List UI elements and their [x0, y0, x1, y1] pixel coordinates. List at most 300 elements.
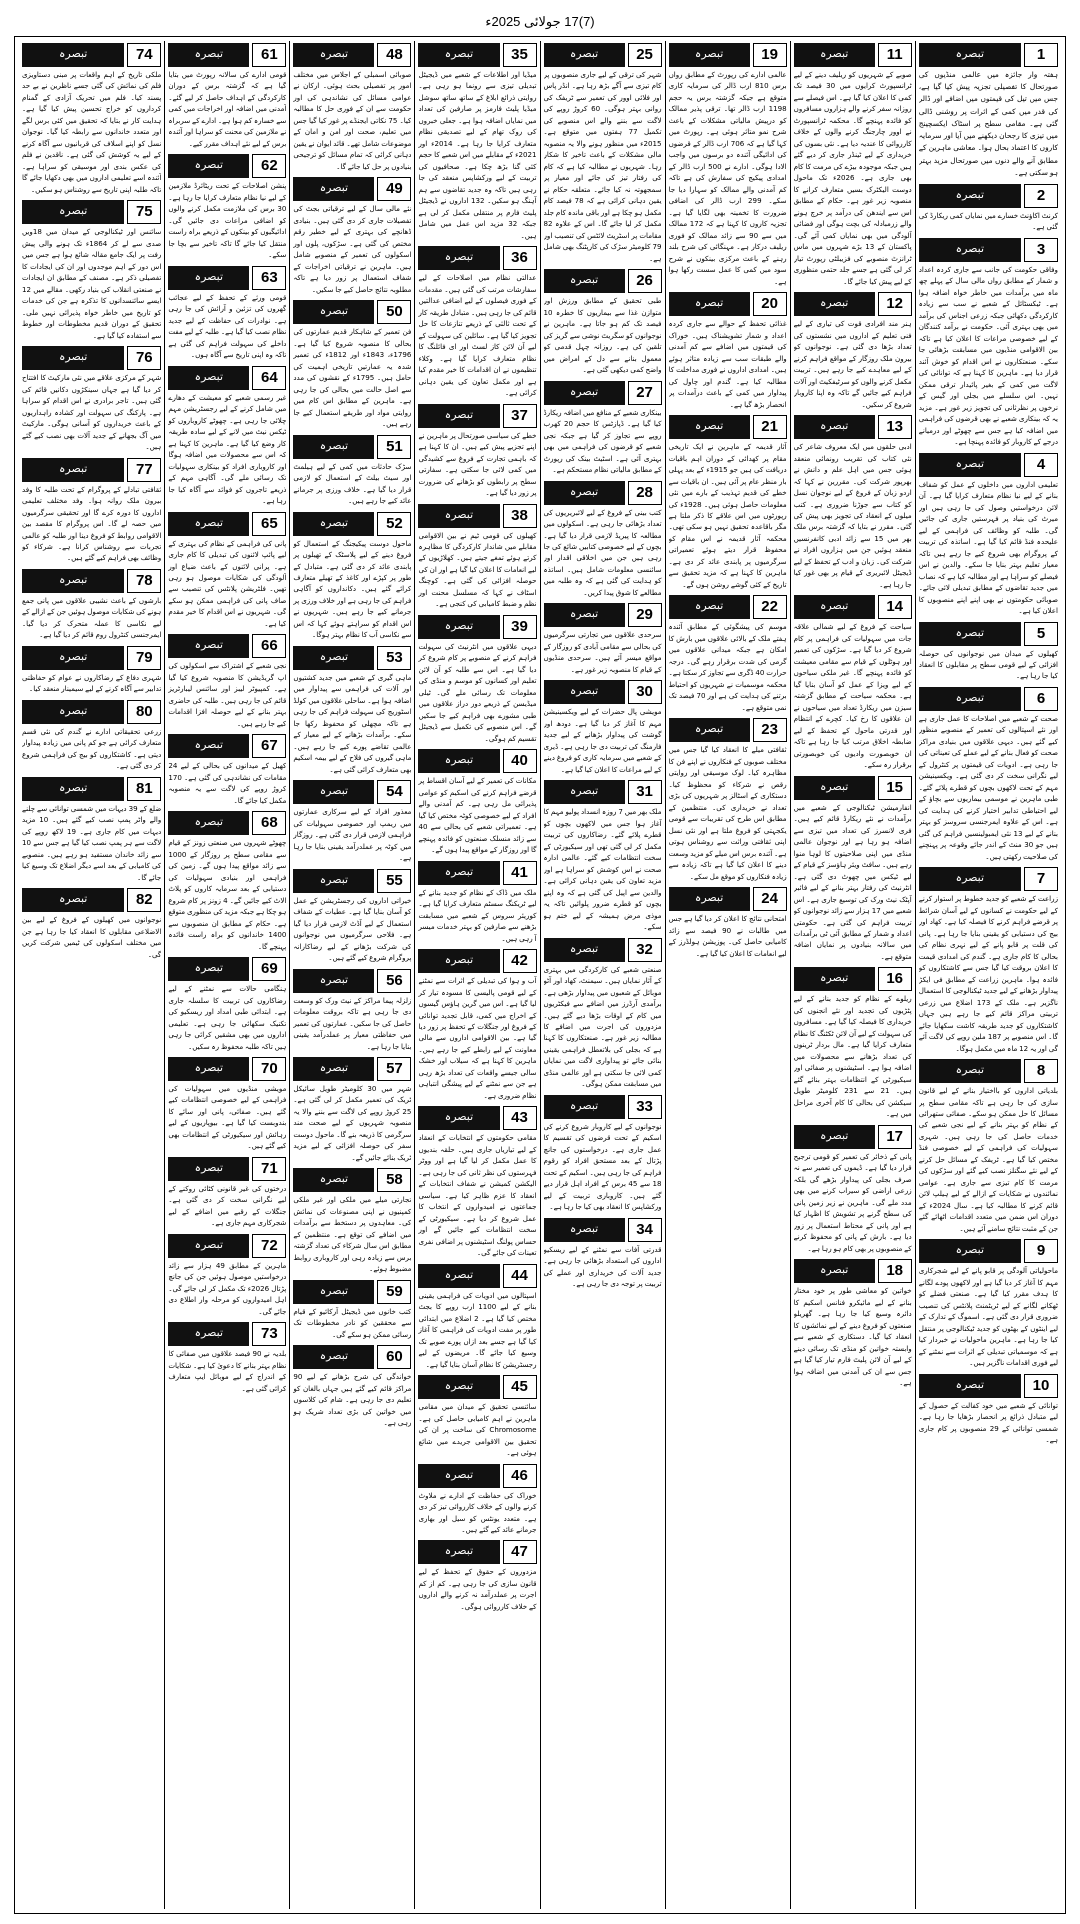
article-item[interactable]: [168, 811, 286, 952]
article-item[interactable]: [418, 1464, 536, 1536]
article-item[interactable]: [168, 734, 286, 806]
page-sheet: [14, 36, 1066, 1914]
article-number: 4: [1024, 453, 1058, 477]
article-title-bar: تبصرہ: [22, 200, 124, 224]
article-body: ماہرین کے مطابق 49 ہزار سے زائد درخواستیں موصول ہوئیں جن کی جانچ پڑتال 2026ء تک مکمل کر لی جائے گی۔ اہل امیدواروں کو مرحلہ وار اطلاع دی جائے گی۔: [168, 1260, 287, 1316]
article-head: [22, 346, 161, 370]
article-item[interactable]: [168, 1057, 286, 1152]
article-title-bar: تبصرہ: [919, 687, 1021, 711]
article-item[interactable]: [669, 718, 787, 882]
article-body: انفارمیشن ٹیکنالوجی کے شعبے میں برآمدات نے نئے ریکارڈ قائم کیے ہیں۔ فری لانسرز کی تعداد میں تیزی سے اضافہ ہو رہا ہے اور نوجوان عالمی منڈی میں اپنی صلاحیتوں کا لوہا منوا رہے ہیں۔ سافٹ ویئر ہاؤسز کے قیام کے لیے ٹیکس میں چھوٹ دی گئی ہے۔ انٹرنیٹ کی رفتار بہتر بنانے کے لیے فائبر آپٹک نیٹ ورک کی توسیع جاری ہے۔ اس شعبے میں 17 ہزار سے زائد نوجوانوں کو تربیت فراہم کی گئی ہے۔ حکومتی اعداد و شمار کے مطابق آئی ٹی برآمدات میں سالانہ بنیادوں پر نمایاں اضافہ متوقع ہے۔: [793, 802, 912, 961]
article-item[interactable]: [919, 622, 1058, 682]
article-item[interactable]: [418, 1375, 536, 1458]
article-number: 28: [628, 481, 662, 505]
article-number: 7: [1024, 867, 1058, 891]
article-body: پنشن اصلاحات کے تحت ریٹائرڈ ملازمین کے لیے نیا نظام متعارف کرایا جا رہا ہے۔ 30 برس کی ملازمت مکمل کرنے والوں کو اضافی مراعات دی جائیں گی۔ ادائیگیوں کو بینکوں کے ذریعے براہ راست منتقل کیا جائے گا تاکہ تاخیر سے بچا جا سکے۔: [168, 181, 287, 260]
article-number: 72: [252, 1234, 286, 1258]
article-head: [669, 595, 787, 619]
article-head: [418, 1264, 536, 1288]
article-head: [168, 1157, 286, 1181]
article-item[interactable]: [544, 603, 662, 675]
article-title-bar: تبصرہ: [919, 867, 1021, 891]
article-item[interactable]: [794, 43, 912, 287]
article-title-bar: تبصرہ: [293, 43, 374, 67]
article-head: [919, 184, 1058, 208]
article-item[interactable]: [168, 1157, 286, 1229]
article-head: [794, 595, 912, 619]
article-head: [293, 1057, 411, 1081]
article-item[interactable]: [168, 154, 286, 260]
article-title-bar: تبصرہ: [919, 1239, 1021, 1263]
article-number: 65: [252, 512, 286, 536]
article-item[interactable]: [418, 749, 536, 855]
article-title-bar: تبصرہ: [418, 1106, 499, 1130]
article-body: خوراک کی حفاظت کے ادارے نے ملاوٹ کرنے والوں کے خلاف کارروائی تیز کر دی ہے۔ متعدد یونٹس کو سیل اور بھاری جرمانے عائد کیے گئے ہیں۔: [418, 1490, 537, 1534]
article-head: [794, 1125, 912, 1149]
article-title-bar: تبصرہ: [22, 43, 124, 67]
article-title-bar: تبصرہ: [544, 269, 625, 293]
article-item[interactable]: [919, 687, 1058, 862]
article-item[interactable]: [168, 512, 286, 630]
article-title-bar: تبصرہ: [544, 381, 625, 405]
article-item[interactable]: [293, 1345, 411, 1428]
article-item[interactable]: [22, 700, 161, 772]
article-title-bar: تبصرہ: [544, 780, 625, 804]
article-title-bar: تبصرہ: [293, 646, 374, 670]
article-number: 51: [377, 435, 411, 459]
page-header-date: (7)17 جولائی 2025ء: [485, 14, 595, 29]
article-body: صحت کے شعبے میں اصلاحات کا عمل جاری ہے اور نئے اسپتالوں کی تعمیر کے منصوبے منظور کیے گئے ہیں۔ دیہی علاقوں میں بنیادی مراکز صحت کو فعال بنانے کے لیے عملے کی تعیناتی کی جا رہی ہے۔ ادویات کی قیمتوں پر کنٹرول کے لیے نگرانی سخت کر دی گئی ہے۔ ویکسینیشن مہم کے تحت لاکھوں بچوں کو قطرے پلائے گئے۔ طبی ماہرین نے موسمی بیماریوں سے بچاؤ کے لیے احتیاطی تدابیر اختیار کرنے کی ہدایت کی ہے۔ اس کے علاوہ ایمرجنسی سروسز کو بہتر بنانے کے لیے 13 نئی ایمبولینسیں فراہم کی گئی ہیں جو 30 منٹ کے اندر جائے وقوعہ پر پہنچنے کی صلاحیت رکھتی ہیں۔: [918, 713, 1058, 861]
article-body: کتب خانوں میں ڈیجیٹل آرکائیو کے قیام سے محققین کو نادر مخطوطات تک رسائی ممکن ہو سکے گی۔: [293, 1306, 412, 1339]
article-title-bar: تبصرہ: [794, 43, 875, 67]
article-head: [544, 680, 662, 704]
article-number: 67: [252, 734, 286, 758]
article-title-bar: تبصرہ: [168, 512, 249, 536]
article-number: 64: [252, 366, 286, 390]
article-head: [168, 266, 286, 290]
article-item[interactable]: [293, 43, 411, 172]
article-number: 30: [628, 680, 662, 704]
article-head: [544, 1095, 662, 1119]
article-title-bar: تبصرہ: [22, 888, 124, 912]
article-title-bar: تبصرہ: [293, 512, 374, 536]
article-head: [293, 646, 411, 670]
article-item[interactable]: [669, 595, 787, 713]
article-item[interactable]: [919, 184, 1058, 233]
article-number: 80: [127, 700, 161, 724]
article-item[interactable]: [168, 1234, 286, 1317]
article-title-bar: تبصرہ: [669, 595, 750, 619]
article-number: 32: [628, 938, 662, 962]
article-item[interactable]: [544, 43, 662, 264]
article-title-bar: تبصرہ: [794, 1125, 875, 1149]
article-title-bar: تبصرہ: [669, 887, 750, 911]
article-number: 22: [753, 595, 787, 619]
article-number: 82: [127, 888, 161, 912]
article-title-bar: تبصرہ: [418, 861, 499, 885]
article-head: [544, 603, 662, 627]
article-head: [544, 381, 662, 405]
article-head: [794, 415, 912, 439]
article-number: 76: [127, 346, 161, 370]
article-number: 1: [1024, 43, 1058, 67]
article-head: [293, 512, 411, 536]
article-item[interactable]: [168, 1322, 286, 1394]
article-item[interactable]: [293, 780, 411, 863]
article-item[interactable]: [919, 453, 1058, 617]
article-head: [669, 43, 787, 67]
article-item[interactable]: [794, 1259, 912, 1388]
article-title-bar: تبصرہ: [293, 300, 374, 324]
article-item[interactable]: [418, 1106, 536, 1258]
article-number: 68: [252, 811, 286, 835]
article-item[interactable]: [544, 680, 662, 775]
article-item[interactable]: [544, 269, 662, 375]
article-body: ملک بھر میں 7 روزہ انسداد پولیو مہم کا آغاز ہوا جس میں لاکھوں بچوں کو قطرے پلائے گئے۔ رضاکاروں کی تربیت مکمل کر لی گئی تھی اور سیکیورٹی کے سخت انتظامات کیے گئے۔ عالمی ادارہ صحت نے اس کوشش کو سراہا ہے اور مزید تعاون کی یقین دہانی کرائی ہے۔ والدین سے اپیل کی گئی ہے کہ وہ اپنے بچوں کو قطرے ضرور پلوائیں تاکہ یہ موذی مرض ہمیشہ کے لیے ختم ہو سکے۔: [543, 807, 662, 932]
article-item[interactable]: [544, 780, 662, 932]
article-head: [168, 43, 286, 67]
article-body: ماحول دوست پیکیجنگ کے استعمال کو فروغ دینے کے لیے پلاسٹک کے تھیلوں پر پابندی عائد کر دی گئی ہے۔ متبادل کے طور پر کپڑے اور کاغذ کے تھیلے متعارف کرائے گئے ہیں۔ دکانداروں کو آگاہی فراہم کی جا رہی ہے اور خلاف ورزی پر جرمانے کیے جا رہے ہیں۔ شہریوں نے اس اقدام کو سراہتے ہوئے کہا کہ اس سے نکاسی آب کا نظام بہتر ہوگا۔: [293, 538, 412, 640]
article-body: عدالتی نظام میں اصلاحات کے لیے سفارشات مرتب کی گئی ہیں۔ مقدمات کے فوری فیصلوں کے لیے اضافی عدالتیں قائم کی جا رہی ہیں۔ متبادل طریقہ کار کے تحت ثالثی کے ذریعے تنازعات کا حل تجویز کیا گیا ہے۔ سائلین کی سہولت کے لیے آن لائن کاز لسٹ اور ای فائلنگ کا نظام متعارف کرایا گیا ہے۔ وکلاء تنظیموں نے ان اقدامات کا خیر مقدم کیا ہے اور مکمل تعاون کی یقین دہانی کرائی ہے۔: [418, 273, 537, 398]
article-head: [22, 569, 161, 593]
article-title-bar: تبصرہ: [418, 949, 499, 973]
article-body: پانی کے ذخائر کی تعمیر کو قومی ترجیح قرار دیا گیا ہے۔ ڈیموں کی تعمیر سے نہ صرف بجلی کی پیداوار بڑھے گی بلکہ زرعی اراضی کو سیراب کرنے میں بھی مدد ملے گی۔ ماہرین نے زیر زمین پانی کی سطح گرنے پر تشویش کا اظہار کیا ہے اور پانی کے محتاط استعمال پر زور دیا ہے۔ بارش کے پانی کو محفوظ کرنے کے منصوبوں پر بھی کام ہو رہا ہے۔: [793, 1151, 912, 1253]
article-head: [22, 888, 161, 912]
article-number: 31: [628, 780, 662, 804]
article-head: [669, 415, 787, 439]
article-body: سڑک حادثات میں کمی کے لیے ہیلمٹ اور سیٹ بیلٹ کے استعمال کو لازمی قرار دیا گیا ہے۔ خلاف ورزی پر جرمانے عائد کیے جا رہے ہیں۔: [293, 461, 412, 506]
article-number: 60: [377, 1345, 411, 1369]
article-head: [418, 861, 536, 885]
article-head: [919, 453, 1058, 477]
article-body: بارشوں کے باعث نشیبی علاقوں میں پانی جمع ہونے کی شکایات موصول ہوئیں جن کے ازالے کے لیے نکاسی کا عملہ متحرک کر دیا گیا۔ ایمرجنسی کنٹرول روم قائم کر دیا گیا ہے۔: [22, 595, 162, 640]
article-head: [544, 269, 662, 293]
article-number: 37: [503, 404, 537, 428]
article-head: [919, 43, 1058, 67]
article-item[interactable]: [168, 634, 286, 729]
article-body: ثقافتی تبادلے کے پروگرام کے تحت طلبہ کا وفد بیرون ملک روانہ ہوا۔ وفد مختلف تعلیمی اداروں کا دورہ کرے گا اور تحقیقی سرگرمیوں میں حصہ لے گا۔ اس پروگرام کا مقصد بین الاقوامی روابط کو فروغ دینا اور طلبہ کو عالمی تجربات سے روشناس کرانا ہے۔ شرکاء کو وظائف بھی فراہم کیے گئے ہیں۔: [22, 484, 162, 563]
article-item[interactable]: [22, 646, 161, 695]
article-head: [919, 687, 1058, 711]
article-body: صنعتی شعبے کی کارکردگی میں بہتری کے آثار نمایاں ہیں۔ سیمنٹ، کھاد اور آٹو موبائل کے شعبوں میں پیداوار بڑھی ہے۔ برآمدی آرڈرز میں اضافے سے فیکٹریوں میں کام کے اوقات بڑھا دیے گئے ہیں۔ مزدوروں کی اجرت میں اضافے کا مطالبہ زیر غور ہے۔ صنعتکاروں کا کہنا ہے کہ بجلی کی بلاتعطل فراہمی یقینی بنائی جائے تو پیداواری لاگت میں نمایاں کمی لائی جا سکتی ہے اور عالمی منڈی میں مسابقت ممکن ہوگی۔: [543, 964, 662, 1089]
article-number: 39: [503, 615, 537, 639]
article-title-bar: تبصرہ: [418, 246, 499, 270]
article-head: [168, 366, 286, 390]
article-item[interactable]: [418, 404, 536, 499]
article-number: 36: [503, 246, 537, 270]
article-head: [293, 969, 411, 993]
article-title-bar: تبصرہ: [418, 404, 499, 428]
article-body: توانائی کے شعبے میں خود کفالت کے حصول کے لیے متبادل ذرائع پر انحصار بڑھایا جا رہا ہے۔ شمسی توانائی کے 29 منصوبوں پر کام جاری ہے۔: [918, 1400, 1058, 1445]
article-item[interactable]: [22, 777, 161, 883]
article-number: 3: [1024, 238, 1058, 262]
article-item[interactable]: [919, 867, 1058, 1054]
article-body: شہر میں 30 کلومیٹر طویل سائیکل ٹریک کی تعمیر مکمل کر لی گئی ہے۔ 25 کروڑ روپے کی لاگت سے بننے والا یہ منصوبہ شہریوں کے لیے صحت مند سرگرمی کا ذریعہ بنے گا۔ ماحول دوست سفر کی حوصلہ افزائی کے لیے مزید ٹریک بنائے جائیں گے۔: [293, 1084, 412, 1162]
article-body: کرنٹ اکاؤنٹ خسارے میں نمایاں کمی ریکارڈ کی گئی ہے۔: [918, 210, 1058, 232]
article-title-bar: تبصرہ: [669, 43, 750, 67]
article-item[interactable]: [794, 776, 912, 963]
article-number: 49: [377, 177, 411, 201]
article-head: [544, 43, 662, 67]
article-head: [293, 43, 411, 67]
article-body: قومی ورثے کے تحفظ کے لیے عجائب گھروں کی تزئین و آرائش کی جا رہی ہے۔ نوادرات کی حفاظت کے لیے جدید نظام نصب کیا گیا ہے۔ طلبہ کے لیے مفت داخلے کی سہولت فراہم کی گئی ہے تاکہ وہ اپنی تاریخ سے آگاہ ہوں۔: [168, 292, 287, 360]
article-item[interactable]: [418, 504, 536, 610]
article-title-bar: تبصرہ: [919, 453, 1021, 477]
article-body: کھیلوں کی قومی ٹیم نے بین الاقوامی مقابلے میں شاندار کارکردگی کا مظاہرہ کرتے ہوئے تمغے جیتے ہیں۔ کھلاڑیوں کے لیے انعامات کا اعلان کیا گیا ہے اور ان کی حوصلہ افزائی کی گئی ہے۔ کوچنگ اسٹاف نے کہا کہ مسلسل محنت اور نظم و ضبط کامیابی کی کنجی ہے۔: [418, 530, 537, 609]
article-number: 59: [377, 1280, 411, 1304]
article-title-bar: تبصرہ: [418, 504, 499, 528]
article-title-bar: تبصرہ: [168, 1057, 249, 1081]
article-body: مویشی منڈیوں میں سہولیات کی فراہمی کے لیے خصوصی انتظامات کیے گئے ہیں۔ صفائی، پانی اور سائے کا بندوبست کیا گیا ہے۔ بیوپاریوں کے لیے رہائش اور سیکیورٹی کے انتظامات بھی کیے گئے ہیں۔: [168, 1084, 287, 1151]
article-number: 56: [377, 969, 411, 993]
article-title-bar: تبصرہ: [669, 292, 750, 316]
article-number: 41: [503, 861, 537, 885]
article-head: [669, 887, 787, 911]
article-body: دیہی علاقوں میں انٹرنیٹ کی سہولت فراہم کرنے کے منصوبے پر کام شروع کر دیا گیا ہے۔ اس سے طلبہ کو آن لائن تعلیم اور کسانوں کو موسم و منڈی کی معلومات تک رسائی ملے گی۔ ٹیلی میڈیسن کے ذریعے دور دراز علاقوں میں طبی مشورے بھی فراہم کیے جا سکیں گے۔ اس منصوبے کی تکمیل سے ڈیجیٹل تقسیم کم ہوگی۔: [418, 641, 537, 743]
article-item[interactable]: [418, 615, 536, 744]
article-title-bar: تبصرہ: [168, 811, 249, 835]
article-body: آثار قدیمہ کے ماہرین نے ایک تاریخی مقام پر کھدائی کے دوران اہم باقیات دریافت کی ہیں جو 1915ء کے بعد پہلی بار منظر عام پر آئی ہیں۔ ان باقیات سے خطے کی قدیم تہذیب کے بارے میں نئی معلومات حاصل ہوئی ہیں۔ 1928ء کی رپورٹوں میں اس علاقے کا ذکر ملتا ہے مگر باقاعدہ تحقیق نہیں ہو سکی تھی۔ محکمہ آثار قدیمہ نے اس مقام کو محفوظ قرار دیتے ہوئے تعمیراتی سرگرمیوں پر پابندی عائد کر دی ہے۔ ماہرین کا کہنا ہے کہ مزید تحقیق سے تاریخ کے کئی گوشے روشن ہوں گے۔: [668, 442, 787, 589]
article-title-bar: تبصرہ: [293, 969, 374, 993]
article-body: اسپتالوں میں ادویات کی فراہمی یقینی بنانے کے لیے 1100 ارب روپے کا بجٹ مختص کیا گیا ہے۔ 2 اضلاع میں ابتدائی طور پر مفت ادویات کی فراہمی کا آغاز کیا گیا ہے جسے بعد ازاں پورے صوبے تک وسیع کیا جائے گا۔ مریضوں کے لیے رجسٹریشن کا نظام آسان بنایا گیا ہے۔: [418, 1290, 537, 1369]
article-head: [919, 238, 1058, 262]
article-item[interactable]: [293, 300, 411, 429]
article-head: [919, 1059, 1058, 1083]
article-title-bar: تبصرہ: [418, 1464, 499, 1488]
article-body: نئے مالی سال کے لیے ترقیاتی بجٹ کی تفصیلات جاری کر دی گئی ہیں۔ بنیادی ڈھانچے کی بہتری کے لیے خطیر رقم مختص کی گئی ہے۔ سڑکوں، پلوں اور اسکولوں کی تعمیر کے منصوبے شامل ہیں۔ ماہرین نے ترقیاتی اخراجات کے شفاف استعمال پر زور دیا ہے تاکہ مطلوبہ نتائج حاصل کیے جا سکیں۔: [293, 204, 412, 294]
article-item[interactable]: [22, 346, 161, 452]
article-item[interactable]: [293, 1280, 411, 1340]
article-item[interactable]: [22, 458, 161, 564]
article-title-bar: تبصرہ: [293, 1280, 374, 1304]
article-body: بلدیاتی اداروں کو بااختیار بنانے کے لیے قانون سازی کی جا رہی ہے تاکہ مقامی سطح پر مسائل کا حل ممکن ہو سکے۔ صفائی ستھرائی کے نظام کو بہتر بنانے کے لیے نجی شعبے کی خدمات حاصل کی جا رہی ہیں۔ شہری سہولیات کی فراہمی کے لیے خصوصی فنڈ مختص کیا گیا ہے۔ ٹریفک کے مسائل حل کرنے کے لیے نئے سگنلز نصب کیے گئے اور سڑکوں کی مرمت کا کام تیزی سے جاری ہے۔ عوامی نمائندوں نے شکایات کے ازالے کے لیے ہیلپ لائن قائم کرنے کا مطالبہ کیا ہے۔ سال 2024ء کے دوران اس ضمن میں متعدد اقدامات اٹھائے گئے جن کے مثبت نتائج سامنے آئے ہیں۔: [918, 1086, 1058, 1233]
article-head: [418, 404, 536, 428]
article-title-bar: تبصرہ: [794, 776, 875, 800]
article-item[interactable]: [418, 1540, 536, 1612]
article-item[interactable]: [919, 43, 1058, 179]
article-item[interactable]: [544, 938, 662, 1090]
article-number: 79: [127, 646, 161, 670]
article-head: [293, 869, 411, 893]
article-body: میڈیا اور اطلاعات کے شعبے میں ڈیجیٹل تبدیلی تیزی سے رونما ہو رہی ہے۔ روایتی ذرائع ابلاغ کے ساتھ ساتھ سوشل میڈیا پلیٹ فارمز پر صارفین کی تعداد میں نمایاں اضافہ ہوا ہے۔ جعلی خبروں کی روک تھام کے لیے تصدیقی نظام متعارف کرایا جا رہا ہے۔ 2014ء اور 2021ء کے مقابلے میں اس شعبے کا حجم کئی گنا بڑھ چکا ہے۔ صحافیوں کی تربیت کے لیے ورکشاپس منعقد کی جا رہی ہیں تاکہ وہ جدید تقاضوں سے ہم آہنگ ہو سکیں۔ 132 اداروں نے ڈیجیٹل پلیٹ فارم پر منتقلی مکمل کر لی ہے جبکہ 32 مزید اس عمل میں شامل ہیں۔: [418, 70, 537, 240]
article-item[interactable]: [293, 969, 411, 1052]
article-body: ضلع کے 39 دیہات میں شمسی توانائی سے چلنے والے واٹر پمپ نصب کیے گئے ہیں۔ 10 مزید دیہات میں کام جاری ہے۔ 19 لاکھ روپے کی لاگت سے ہر پمپ نصب کیا گیا ہے جس سے 10 سے زائد خاندان مستفید ہو رہے ہیں۔ منصوبے کی کامیابی کے بعد اسے دیگر اضلاع تک وسیع کیا جائے گا۔: [22, 803, 162, 882]
article-body: ہفتہ وار جائزہ میں عالمی منڈیوں کی صورتحال کا تفصیلی تجزیہ پیش کیا گیا ہے، جس میں تیل کی قیمتوں میں اضافے اور ڈالر کی قدر میں کمی کے اثرات پر روشنی ڈالی گئی ہے۔ مقامی سطح پر اسٹاک ایکسچینج میں تیزی کا رجحان دیکھنے میں آیا اور سرمایہ کاروں کا اعتماد بحال ہوا۔ معاشی ماہرین کے مطابق آنے والے دنوں میں صورتحال مزید بہتر ہو سکتی ہے۔: [918, 70, 1058, 177]
article-title-bar: تبصرہ: [418, 43, 499, 67]
article-body: ملک میں ڈاک کے نظام کو جدید بنانے کے لیے ٹریکنگ سسٹم متعارف کرایا گیا ہے۔ کوریئر سروس کے شعبے میں مسابقت بڑھنے سے صارفین کو بہتر خدمات میسر آ رہی ہیں۔: [418, 887, 537, 943]
article-item[interactable]: [418, 43, 536, 241]
article-title-bar: تبصرہ: [794, 1259, 875, 1283]
article-body: عالمی ادارے کی رپورٹ کے مطابق رواں برس 810 ارب ڈالر کی سرمایہ کاری متوقع ہے جبکہ گزشتہ برس یہ حجم 1198 ارب ڈالر تھا۔ ترقی پذیر ممالک کو درپیش مالیاتی مشکلات کے باعث شرح نمو متاثر ہوئی ہے۔ رپورٹ میں کہا گیا ہے کہ 706 ارب ڈالر کے قرضوں کی ادائیگی آئندہ دو برسوں میں واجب الادا ہوگی۔ ادارے نے 500 ارب ڈالر کے امدادی پیکیج کی سفارش کی ہے تاکہ کم آمدنی والے ممالک کو سہارا دیا جا سکے۔ 299 ارب ڈالر کی اضافی ضرورت کا تخمینہ بھی لگایا گیا ہے۔ تجزیہ کاروں کا کہنا ہے کہ 172 ممالک میں سے 90 سے زائد ممالک کو فوری ریلیف درکار ہے۔ مہنگائی کی شرح بلند رہنے کے باعث مرکزی بینکوں نے شرح سود میں کمی کا عمل سست رکھا ہوا ہے۔: [668, 70, 787, 286]
article-item[interactable]: [418, 861, 536, 944]
article-number: 25: [628, 43, 662, 67]
article-body: مویشی پال حضرات کے لیے ویکسینیشن مہم کا آغاز کر دیا گیا ہے۔ دودھ اور گوشت کی پیداوار بڑھانے کے لیے جدید فارمنگ کی تربیت دی جا رہی ہے۔ ڈیری کے شعبے میں سرمایہ کاری کو فروغ دینے کے لیے مراعات کا اعلان کیا گیا ہے۔: [543, 707, 662, 774]
article-item[interactable]: [22, 888, 161, 960]
article-head: [418, 949, 536, 973]
article-body: ثقافتی میلے کا انعقاد کیا گیا جس میں مختلف صوبوں کے فنکاروں نے اپنے فن کا مظاہرہ کیا۔ لوک موسیقی اور روایتی رقص نے شرکاء کو محظوظ کیا۔ دستکاری کے اسٹالز پر شہریوں کی بڑی تعداد نے خریداری کی۔ منتظمین کے مطابق اس طرح کی تقریبات سے قومی یکجہتی کو فروغ ملتا ہے اور نئی نسل اپنی ثقافتی وراثت سے روشناس ہوتی ہے۔ آئندہ برس اس میلے کو مزید وسعت دینے کا اعلان کیا گیا ہے تاکہ زیادہ سے زیادہ فنکاروں کو موقع مل سکے۔: [668, 745, 787, 881]
article-head: [293, 1345, 411, 1369]
article-body: سیاحت کے فروغ کے لیے شمالی علاقہ جات میں سہولیات کی فراہمی پر کام شروع کر دیا گیا ہے۔ سڑکوں کی تعمیر اور ہوٹلوں کے قیام سے مقامی معیشت کو فائدہ پہنچے گا۔ غیر ملکی سیاحوں کے لیے ویزا کے عمل کو آسان بنایا گیا ہے۔ محکمہ سیاحت کے مطابق گزشتہ سیزن میں ریکارڈ تعداد میں سیاحوں نے ان علاقوں کا رخ کیا۔ کچرے کے انتظام اور قدرتی ماحول کے تحفظ کے لیے ضابطہ اخلاق مرتب کیا جا رہا ہے تاکہ ان خوبصورت وادیوں کی خوبصورتی برقرار رہ سکے۔: [793, 622, 912, 770]
article-item[interactable]: [669, 415, 787, 590]
article-body: کھیل کے میدانوں کی بحالی کے لیے 24 مقامات کی نشاندہی کی گئی ہے۔ 170 کروڑ روپے کی لاگت سے یہ منصوبہ مکمل کیا جائے گا۔: [168, 761, 287, 805]
article-title-bar: تبصرہ: [544, 1218, 625, 1242]
article-item[interactable]: [22, 569, 161, 641]
article-head: [418, 246, 536, 270]
article-head: [418, 1464, 536, 1488]
article-head: [544, 938, 662, 962]
article-head: [919, 1374, 1058, 1398]
article-item[interactable]: [544, 1095, 662, 1213]
article-title-bar: تبصرہ: [794, 415, 875, 439]
article-title-bar: تبصرہ: [168, 957, 249, 981]
article-body: تجارتی میلے میں ملکی اور غیر ملکی کمپنیوں نے اپنی مصنوعات کی نمائش کی۔ معاہدوں پر دستخط سے برآمدات میں اضافے کی توقع ہے۔ منتظمین کے مطابق اس سال شرکاء کی تعداد گزشتہ برس سے زیادہ رہی اور کاروباری روابط مضبوط ہوئے۔: [293, 1195, 412, 1274]
article-body: کتب بینی کے فروغ کے لیے لائبریریوں کی تعداد بڑھائی جا رہی ہے۔ اسکولوں میں مطالعہ کا پیریڈ لازمی قرار دیا گیا ہے۔ بچوں کے لیے خصوصی کتابیں شائع کی جا رہی ہیں جن میں اخلاقی اقدار اور سائنسی معلومات شامل ہیں۔ اساتذہ کو ہدایت کی گئی ہے کہ وہ طلبہ میں مطالعے کا شوق پیدا کریں۔: [543, 507, 662, 597]
article-number: 74: [127, 43, 161, 67]
article-item[interactable]: [919, 1059, 1058, 1234]
article-item[interactable]: [293, 1168, 411, 1274]
article-item[interactable]: [544, 1218, 662, 1290]
article-item[interactable]: [293, 435, 411, 507]
article-title-bar: تبصرہ: [22, 646, 124, 670]
article-head: [418, 749, 536, 773]
article-number: 13: [878, 415, 912, 439]
article-title-bar: تبصرہ: [418, 1540, 499, 1564]
article-title-bar: تبصرہ: [22, 700, 124, 724]
article-body: ریلوے کے نظام کو جدید بنانے کے لیے پٹڑیوں کی تجدید اور نئے انجنوں کی خریداری کا فیصلہ کیا گیا ہے۔ مسافروں کی سہولت کے لیے آن لائن ٹکٹنگ کا نظام متعارف کرایا گیا ہے۔ مال بردار ٹرینوں کی تعداد بڑھانے سے محصولات میں اضافہ ہوا ہے۔ اسٹیشنوں پر صفائی اور سیکیورٹی کے انتظامات بہتر بنائے گئے ہیں۔ 21 سے 231 کلومیٹر طویل سیکشن کی بحالی کا کام آخری مراحل میں ہے۔: [793, 994, 912, 1119]
article-item[interactable]: [293, 646, 411, 775]
article-number: 52: [377, 512, 411, 536]
article-head: [22, 646, 161, 670]
article-item[interactable]: [794, 967, 912, 1119]
article-item[interactable]: [168, 43, 286, 149]
article-head: [293, 177, 411, 201]
article-body: خواندگی کی شرح بڑھانے کے لیے 90 مراکز قائم کیے گئے ہیں جہاں بالغان کو تعلیم دی جا رہی ہے۔ شام کی کلاسوں میں خواتین کی بڑی تعداد شریک ہو رہی ہے۔: [293, 1372, 412, 1428]
article-head: [168, 1234, 286, 1258]
article-number: 18: [878, 1259, 912, 1283]
article-item[interactable]: [669, 43, 787, 287]
article-number: 50: [377, 300, 411, 324]
article-item[interactable]: [168, 266, 286, 361]
article-item[interactable]: [794, 292, 912, 410]
article-head: [168, 634, 286, 658]
article-body: غذائی تحفظ کے حوالے سے جاری کردہ اعداد و شمار تشویشناک ہیں۔ خوراک کی قیمتوں میں اضافے سے کم آمدنی والے طبقات سب سے زیادہ متاثر ہوئے ہیں۔ امدادی اداروں نے فوری مداخلت کا مطالبہ کیا ہے۔ گندم اور چاول کی پیداوار میں کمی کے باعث درآمدات پر انحصار بڑھ گیا ہے۔: [668, 319, 787, 409]
article-number: 43: [503, 1106, 537, 1130]
article-head: [418, 615, 536, 639]
article-number: 73: [252, 1322, 286, 1346]
article-item[interactable]: [418, 1264, 536, 1370]
article-item[interactable]: [544, 481, 662, 599]
article-item[interactable]: [22, 200, 161, 341]
article-body: قدرتی آفات سے نمٹنے کے لیے ریسکیو اداروں کی استعداد بڑھائی جا رہی ہے۔ جدید آلات کی خریداری اور عملے کی تربیت پر توجہ دی جا رہی ہے۔: [543, 1244, 662, 1289]
article-body: شہر کے مرکزی علاقے میں نئی مارکیٹ کا افتتاح کر دیا گیا ہے جہاں سینکڑوں دکانیں قائم کی گئی ہیں۔ تاجر برادری نے اس اقدام کو سراہا ہے۔ پارکنگ کی سہولت اور کشادہ راہداریوں کے باعث خریداروں کو آسانی ہوگی۔ مارکیٹ میں آگ بجھانے کے جدید آلات بھی نصب کیے گئے ہیں۔: [22, 373, 162, 452]
column-8: [19, 41, 164, 1909]
article-title-bar: تبصرہ: [794, 292, 875, 316]
article-number: 58: [377, 1168, 411, 1192]
article-number: 47: [503, 1540, 537, 1564]
article-item[interactable]: [794, 415, 912, 590]
article-item[interactable]: [544, 381, 662, 476]
article-body: مزدوروں کے حقوق کے تحفظ کے لیے قانون سازی کی جا رہی ہے۔ کم از کم اجرت پر عملدرآمد نہ کرنے والے اداروں کے خلاف کارروائی ہوگی۔: [418, 1567, 537, 1611]
article-item[interactable]: [418, 949, 536, 1101]
article-body: نوجوانوں کے لیے کاروبار شروع کرنے کی اسکیم کے تحت قرضوں کی تقسیم کا عمل جاری ہے۔ درخواستوں کی جانچ پڑتال کے بعد مستحق افراد کو رقوم فراہم کی جا رہی ہیں۔ اسکیم کے تحت 18 سے 45 برس کے افراد اہل قرار دیے گئے ہیں۔ کاروباری تربیت کے لیے ورکشاپس کا انعقاد بھی کیا جا رہا ہے۔: [543, 1121, 662, 1212]
article-body: ہنر مند افرادی قوت کی تیاری کے لیے فنی تعلیم کے اداروں میں نشستوں کی تعداد بڑھا دی گئی ہے۔ نوجوانوں کو بیرون ملک روزگار کے مواقع فراہم کرنے کے لیے معاہدے کیے جا رہے ہیں۔ تربیت مکمل کرنے والوں کو سرٹیفکیٹ اور آلات فراہم کیے جائیں گے تاکہ وہ اپنا کاروبار شروع کر سکیں۔: [793, 319, 912, 409]
article-head: [168, 957, 286, 981]
article-number: 55: [377, 869, 411, 893]
article-number: 10: [1024, 1374, 1058, 1398]
article-number: 48: [377, 43, 411, 67]
article-number: 61: [252, 43, 286, 67]
article-head: [418, 504, 536, 528]
article-item[interactable]: [794, 595, 912, 770]
article-title-bar: تبصرہ: [293, 1168, 374, 1192]
article-item[interactable]: [168, 366, 286, 507]
column-6: [289, 41, 414, 1909]
article-title-bar: تبصرہ: [919, 1374, 1021, 1398]
article-title-bar: تبصرہ: [418, 1375, 499, 1399]
article-body: معذور افراد کے لیے سرکاری عمارتوں میں ریمپ اور خصوصی سہولیات کی فراہمی لازمی قرار دی گئی ہے۔ روزگار میں کوٹہ پر عملدرآمد یقینی بنایا جا رہا ہے۔: [293, 807, 412, 863]
article-item[interactable]: [919, 1374, 1058, 1446]
article-title-bar: تبصرہ: [544, 680, 625, 704]
article-number: 5: [1024, 622, 1058, 646]
article-number: 15: [878, 776, 912, 800]
article-title-bar: تبصرہ: [22, 458, 124, 482]
article-title-bar: تبصرہ: [293, 177, 374, 201]
article-number: 21: [753, 415, 787, 439]
article-body: سائنس اور ٹیکنالوجی کے میدان میں 18ویں صدی سے لے کر 1864ء تک ہونے والی پیش رفت پر ایک جامع مقالہ شائع ہوا ہے جس میں اس دور کے اہم موجدوں اور ان کی ایجادات کا تفصیلی ذکر ہے۔ مصنف کے مطابق ان ایجادات نے صنعتی انقلاب کی بنیاد رکھی۔ مقالے میں 12 ایسے سائنسدانوں کا تذکرہ ہے جن کی خدمات کو تاریخ میں خاطر خواہ پذیرائی نہیں ملی۔ تحقیق کے دوران قدیم مخطوطات اور خطوط سے استفادہ کیا گیا ہے۔: [22, 227, 162, 340]
article-head: [794, 776, 912, 800]
article-title-bar: تبصرہ: [293, 435, 374, 459]
article-number: 12: [878, 292, 912, 316]
article-item[interactable]: [293, 512, 411, 641]
article-body: ماہی گیری کے شعبے میں جدید کشتیوں اور آلات کی فراہمی سے پیداوار میں اضافہ ہوا ہے۔ ساحلی علاقوں میں کولڈ اسٹوریج کی سہولت فراہم کی جا رہی ہے تاکہ مچھلی کو محفوظ رکھا جا سکے۔ برآمدات بڑھانے کے لیے معیار کے عالمی تقاضے پورے کیے جا رہے ہیں۔ ماہی گیروں کی فلاح کے لیے بیمہ اسکیم بھی متعارف کرائی گئی ہے۔: [293, 672, 412, 774]
article-body: طبی تحقیق کے مطابق ورزش اور متوازن غذا سے بیماریوں کا خطرہ 10 فیصد تک کم ہو جاتا ہے۔ ماہرین نے نوجوانوں کو سگریٹ نوشی سے گریز کی تلقین کی ہے۔ روزانہ چہل قدمی کو معمول بنانے سے دل کے امراض میں واضح کمی دیکھی گئی ہے۔: [543, 296, 662, 375]
article-item[interactable]: [669, 887, 787, 959]
article-body: زلزلہ پیما مراکز کے نیٹ ورک کو وسعت دی جا رہی ہے تاکہ بروقت معلومات حاصل کی جا سکیں۔ عمارتوں کی تعمیر میں حفاظتی معیار پر عملدرآمد یقینی بنایا جا رہا ہے۔: [293, 995, 412, 1051]
article-item[interactable]: [919, 238, 1058, 448]
article-number: 16: [878, 967, 912, 991]
article-head: [544, 780, 662, 804]
article-title-bar: تبصرہ: [544, 938, 625, 962]
article-title-bar: تبصرہ: [168, 1234, 249, 1258]
article-item[interactable]: [418, 246, 536, 398]
article-number: 45: [503, 1375, 537, 1399]
article-item[interactable]: [293, 1057, 411, 1163]
article-body: ادبی حلقوں میں ایک معروف شاعر کی نئی کتاب کی تقریب رونمائی منعقد ہوئی جس میں اہل علم و دانش نے بھرپور شرکت کی۔ مقررین نے کہا کہ اردو زبان کے فروغ کے لیے نوجوان نسل کو کتاب سے جوڑنا ضروری ہے۔ کتب میلوں کے انعقاد کی تجویز بھی پیش کی گئی۔ مقرر نے بتایا کہ گزشتہ برس ملک بھر میں 15 سے زائد ادبی کانفرنسیں منعقد ہوئیں جن میں ہزاروں افراد نے شرکت کی۔ زبان و ادب کے تحفظ کے لیے ڈیجیٹل لائبریری کے قیام پر بھی غور کیا جا رہا ہے۔: [793, 442, 912, 589]
article-number: 11: [878, 43, 912, 67]
article-title-bar: تبصرہ: [22, 777, 124, 801]
article-body: خیراتی اداروں کی رجسٹریشن کے عمل کو آسان بنایا گیا ہے۔ عطیات کے شفاف استعمال کے لیے آڈٹ لازمی قرار دیا گیا ہے۔ فلاحی سرگرمیوں میں نوجوانوں کی شرکت بڑھانے کے لیے رضاکارانہ پروگرام شروع کیے گئے ہیں۔: [293, 895, 412, 963]
article-body: ماحولیاتی آلودگی پر قابو پانے کے لیے شجرکاری مہم کا آغاز کر دیا گیا ہے اور لاکھوں پودے لگانے کا ہدف مقرر کیا گیا ہے۔ صنعتی فضلے کو ٹھکانے لگانے کے لیے ٹریٹمنٹ پلانٹس کی تنصیب ضروری قرار دی گئی ہے۔ اسموگ کے تدارک کے لیے اینٹوں کے بھٹوں کو جدید ٹیکنالوجی پر منتقل کیا جا رہا ہے۔ ماہرین ماحولیات نے خبردار کیا ہے کہ موسمیاتی تبدیلی کے اثرات سے نمٹنے کے لیے فوری اقدامات ناگزیر ہیں۔: [918, 1266, 1058, 1368]
article-head: [418, 1540, 536, 1564]
article-number: 46: [503, 1464, 537, 1488]
article-title-bar: تبصرہ: [544, 481, 625, 505]
article-item[interactable]: [293, 869, 411, 964]
article-item[interactable]: [794, 1125, 912, 1254]
article-number: 75: [127, 200, 161, 224]
article-title-bar: تبصرہ: [293, 780, 374, 804]
article-number: 27: [628, 381, 662, 405]
article-number: 19: [753, 43, 787, 67]
article-item[interactable]: [168, 957, 286, 1052]
article-item[interactable]: [22, 43, 161, 195]
article-item[interactable]: [293, 177, 411, 295]
article-head: [22, 777, 161, 801]
article-item[interactable]: [669, 292, 787, 410]
article-item[interactable]: [919, 1239, 1058, 1368]
article-body: موسم کی پیشگوئی کے مطابق آئندہ ہفتے ملک کے بالائی علاقوں میں بارش کا امکان ہے جبکہ میدانی علاقوں میں گرمی کی شدت برقرار رہے گی۔ درجہ حرارت 40 ڈگری سے تجاوز کر سکتا ہے۔ محکمہ موسمیات نے شہریوں کو احتیاط برتنے کی ہدایت کی ہے اور 70 فیصد تک نمی متوقع ہے۔: [668, 622, 787, 712]
article-head: [293, 1168, 411, 1192]
article-body: شہر کی ترقی کے لیے جاری منصوبوں پر کام تیزی سے آگے بڑھ رہا ہے۔ انڈر پاس اور فلائی اوور کی تعمیر سے ٹریفک کی روانی بہتر ہوگی۔ 60 کروڑ روپے کی لاگت سے بننے والے اس منصوبے کی تکمیل 77 ہفتوں میں متوقع ہے۔ 2015ء میں منظور ہونے والا یہ منصوبہ مالی مشکلات کے باعث تاخیر کا شکار رہا۔ شہریوں نے مطالبہ کیا ہے کہ کام کی رفتار تیز کی جائے اور معیار پر سمجھوتہ نہ کیا جائے۔ متعلقہ حکام نے یقین دہانی کرائی ہے کہ 78 فیصد کام مکمل ہو چکا ہے اور باقی ماندہ کام جلد مکمل کر لیا جائے گا۔ اس کے علاوہ 82 مقامات پر اسٹریٹ لائٹس کی تنصیب اور 79 کلومیٹر سڑک کی کارپٹنگ بھی شامل ہے۔: [543, 70, 662, 263]
